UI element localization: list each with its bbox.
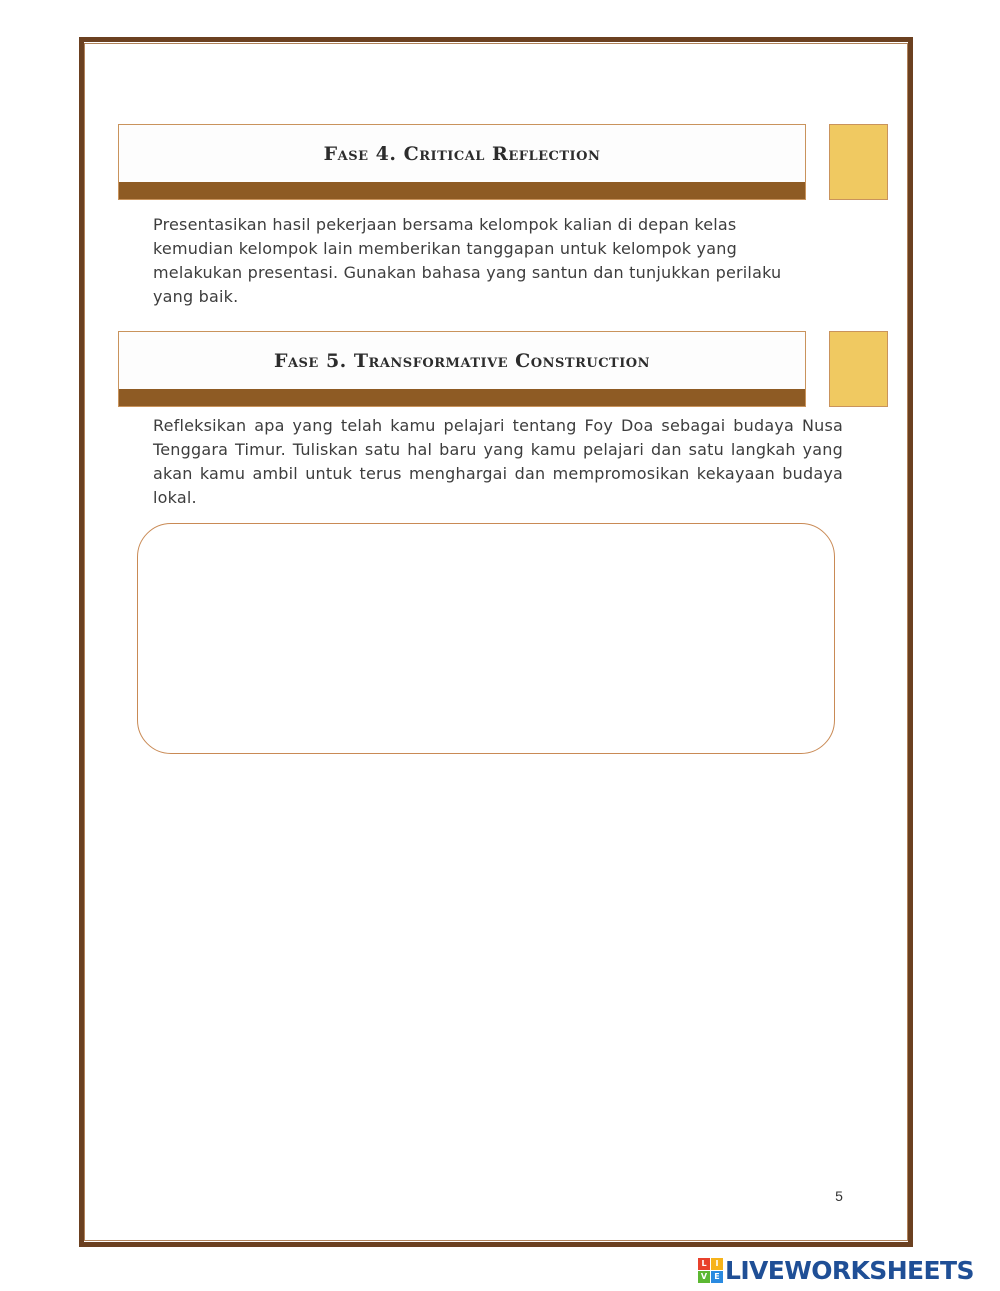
phase5-instructions: Refleksikan apa yang telah kamu pelajari tentang Foy Doa sebagai budaya Nusa Tenggara Timur. Tuliskan satu hal baru yang kamu pelajari dan satu langkah yang akan kamu ambil untuk terus menghargai dan mempromosikan kekayaan budaya lokal. (153, 416, 843, 507)
liveworksheets-wordmark: LIVEWORKSHEETS (725, 1255, 974, 1285)
phase4-instructions: Presentasikan hasil pekerjaan bersama kelompok kalian di depan kelas kemudian kelompok lain memberikan tanggapan untuk kelompok yang melakukan presentasi. Gunakan bahasa yang santun dan tunjukkan perilaku yang baik. (153, 215, 782, 306)
phase5-title: Fase 5. Transformative Construction (273, 350, 651, 372)
phase5-header (118, 331, 806, 407)
reflection-answer-box[interactable] (137, 523, 835, 754)
phase4-header-stripe (119, 182, 805, 199)
phase5-decor-square (829, 331, 888, 407)
phase4-title: Fase 4. Critical Reflection (323, 143, 601, 165)
phase4-header (118, 124, 806, 200)
phase5-header-stripe (119, 389, 805, 406)
liveworksheets-logo-icon: L I V E (698, 1258, 723, 1283)
liveworksheets-brand (698, 1255, 974, 1285)
phase4-decor-square (829, 124, 888, 200)
page-number: 5 (835, 1188, 843, 1204)
